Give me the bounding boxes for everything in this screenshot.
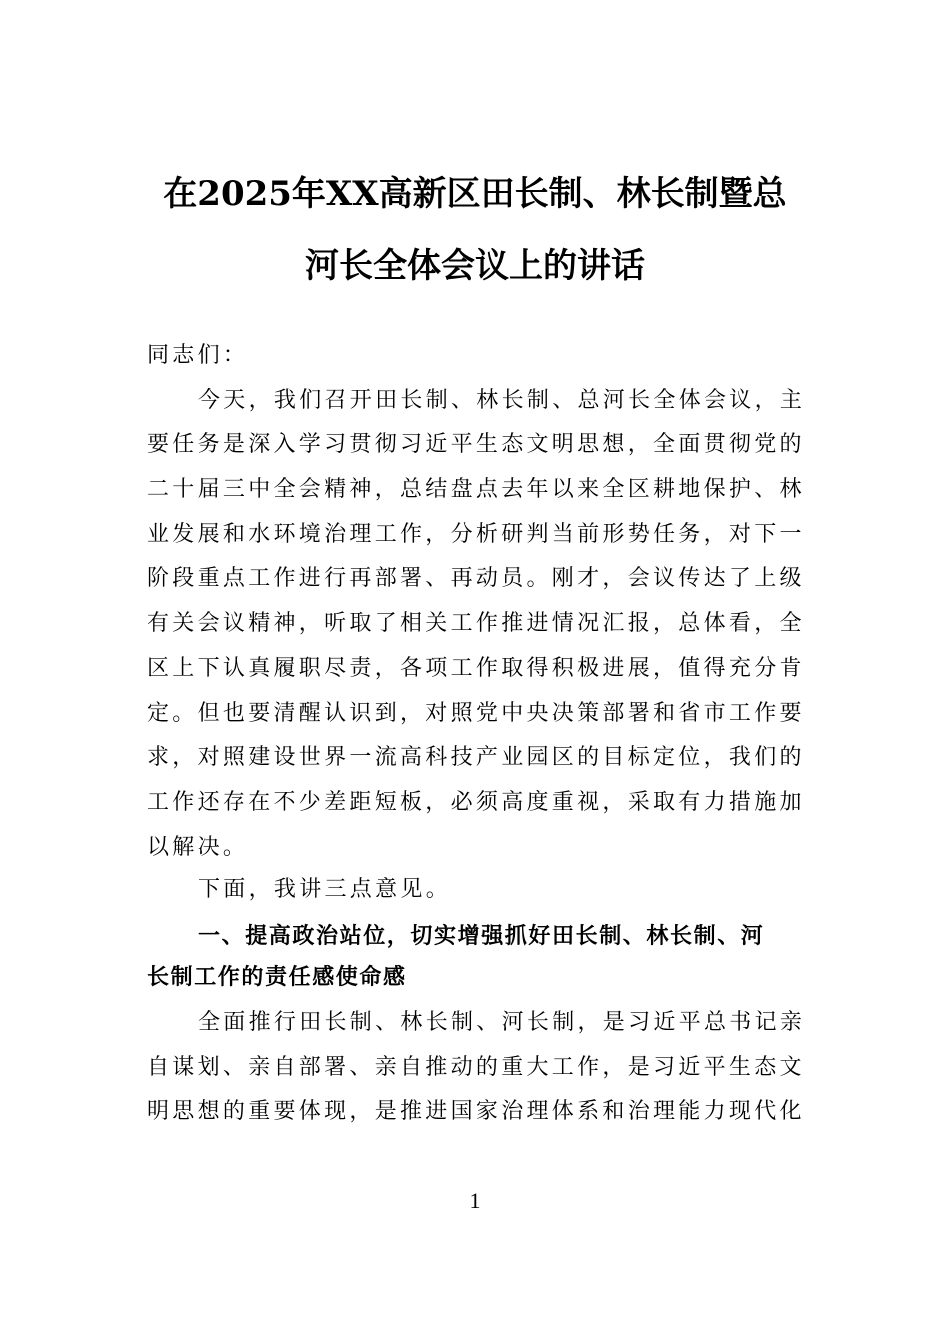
paragraph-line: 明思想的重要体现，是推进国家治理体系和治理能力现代化: [147, 1099, 805, 1125]
title-line: 在2025年XX高新区田长制、林长制暨总: [163, 174, 787, 214]
paragraph-line: 下面，我讲三点意见。: [198, 877, 452, 903]
document-title: [0, 158, 950, 302]
document-body: [147, 334, 807, 1135]
paragraph-line: 定。但也要清醒认识到，对照党中央决策部署和省市工作要: [147, 700, 805, 726]
title-line: 河长全体会议上的讲话: [305, 246, 645, 286]
section-heading: 长制工作的责任感使命感: [147, 965, 407, 991]
paragraph-line: 以解决。: [147, 834, 249, 860]
page-number: 1: [469, 1188, 481, 1213]
paragraph-line: 阶段重点工作进行再部署、再动员。刚才，会议传达了上级: [147, 566, 805, 592]
paragraph-line: 有关会议精神，听取了相关工作推进情况汇报，总体看，全: [147, 611, 805, 637]
paragraph-line: 今天，我们召开田长制、林长制、总河长全体会议，主: [198, 387, 806, 413]
paragraph-line: 求，对照建设世界一流高科技产业园区的目标定位，我们的: [147, 745, 805, 771]
paragraph-line: 自谋划、亲自部署、亲自推动的重大工作，是习近平生态文: [147, 1054, 805, 1080]
paragraph-line: 全面推行田长制、林长制、河长制，是习近平总书记亲: [198, 1009, 806, 1035]
paragraph-line: 工作还存在不少差距短板，必须高度重视，采取有力措施加: [147, 789, 805, 815]
section-heading: 一、提高政治站位，切实增强抓好田长制、林长制、河: [198, 924, 765, 950]
paragraph-line: 业发展和水环境治理工作，分析研判当前形势任务，对下一: [147, 521, 805, 547]
paragraph-line: 要任务是深入学习贯彻习近平生态文明思想，全面贯彻党的: [147, 432, 805, 458]
paragraph-line: 二十届三中全会精神，总结盘点去年以来全区耕地保护、林: [147, 477, 805, 503]
paragraph-line: 区上下认真履职尽责，各项工作取得积极进展，值得充分肯: [147, 655, 805, 681]
salutation: 同志们：: [147, 343, 249, 368]
